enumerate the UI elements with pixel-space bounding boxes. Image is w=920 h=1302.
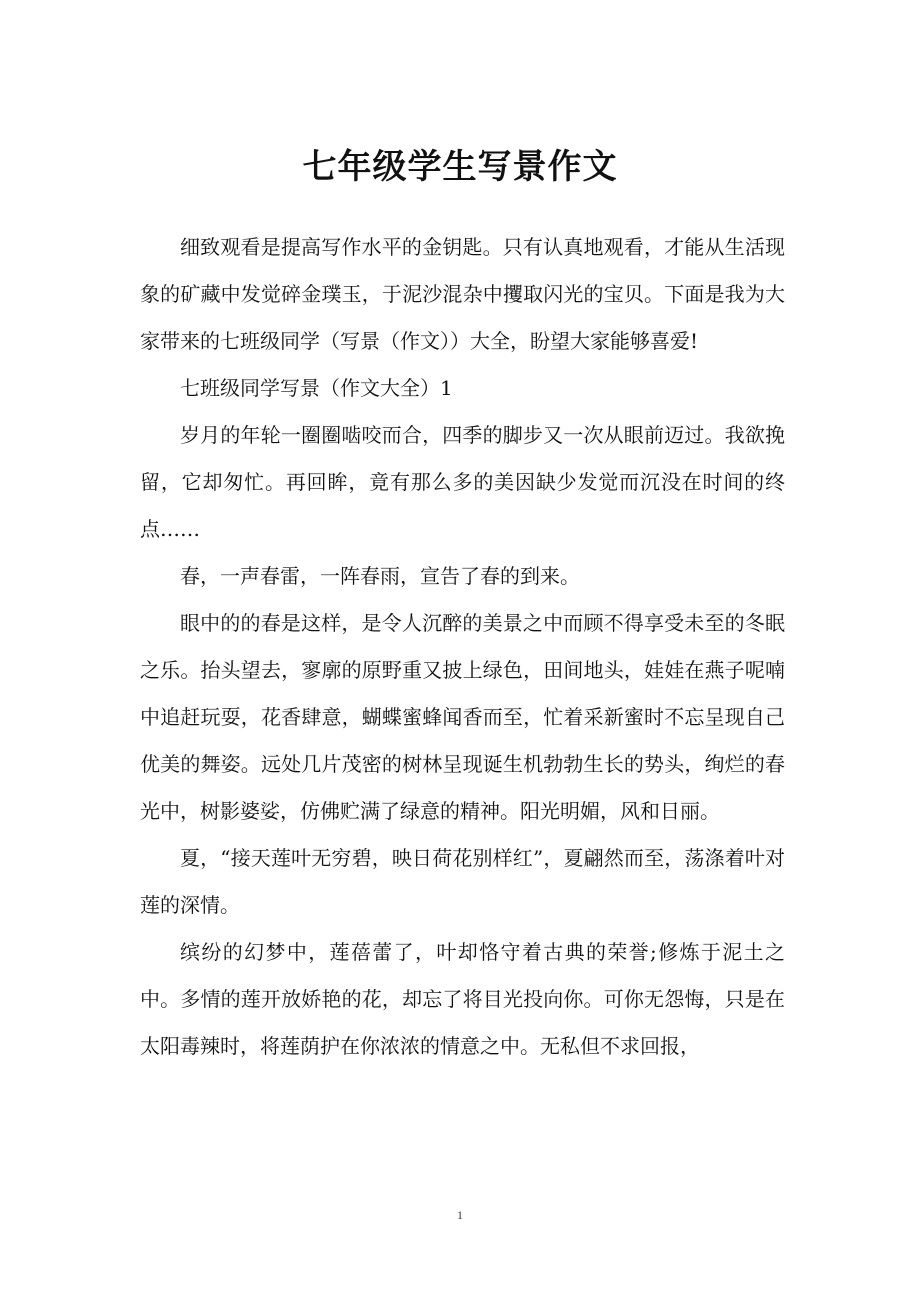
page-number: 1 — [457, 1208, 463, 1222]
document-title: 七年级学生写景作文 — [302, 147, 618, 187]
document-body — [140, 224, 785, 1070]
paragraph-spring: 眼中的的春是这样，是令人沉醉的美景之中而顾不得享受未至的冬眠之乐。抬头望去，寥廓的原野重又披上绿色，田间地头，娃娃在燕子呢喃中追赶玩耍，花香肆意，蝴蝶蜜蜂闻香而至，忙着采新蜜时不忘呈现自己优美的舞姿。远处几片茂密的树林呈现诞生机勃勃生长的势头，绚烂的春光中，树影婆娑，仿佛贮满了绿意的精神。阳光明媚，风和日丽。 — [140, 611, 785, 823]
paragraph-lotus: 缤纷的幻梦中，莲蓓蕾了，叶却恪守着古典的荣誉;修炼于泥土之中。多情的莲开放娇艳的花，却忘了将目光投向你。可你无怨悔，只是在太阳毒辣时，将莲荫护在你浓浓的情意之中。无私但不求回报， — [140, 940, 785, 1058]
paragraph-spring-intro: 春，一声春雷，一阵春雨，宣告了春的到来。 — [180, 564, 580, 588]
paragraph-intro: 细致观看是提高写作水平的金钥匙。只有认真地观看，才能从生活现象的矿藏中发觉碎金璞玉，于泥沙混杂中攫取闪光的宝贝。下面是我为大家带来的七班级同学（写景（作文））大全，盼望大家能够喜爱! — [140, 235, 785, 353]
paragraph-summer-intro: 夏，“接天莲叶无穷碧，映日荷花别样红”，夏翩然而至，荡涤着叶对莲的深情。 — [140, 846, 785, 917]
paragraph-years: 岁月的年轮一圈圈啮咬而合，四季的脚步又一次从眼前迈过。我欲挽留，它却匆忙。再回眸，竟有那么多的美因缺少发觉而沉没在时间的终点…… — [140, 423, 785, 541]
section-heading: 七班级同学写景（作文大全）1 — [180, 376, 453, 400]
